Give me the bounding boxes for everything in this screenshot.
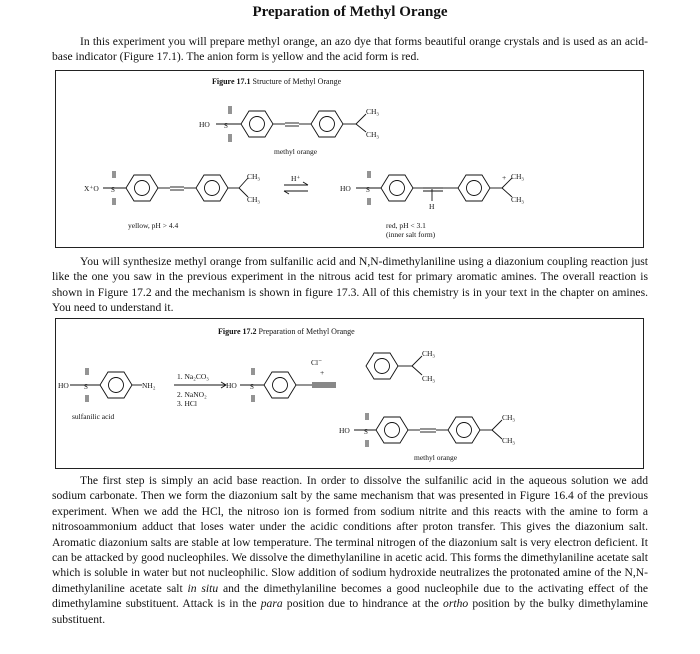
arrow-label: H⁺ [291,174,301,183]
svg-text:S: S [224,122,228,130]
intro-paragraph [52,34,648,65]
right-benzene-2 [458,175,490,201]
reagent-3: 3. HCl [177,399,198,408]
top-ho-label: HO [199,120,210,129]
figure-1-caption: Figure 17.1 Structure of Methyl Orange [212,77,342,86]
right-ch3-label-1: CH₃ [511,172,525,181]
left-benzene-2 [196,175,228,201]
dimethylaniline-benzene [366,353,398,379]
body-paragraph: The first step is simply an acid base reaction. In order to dissolve the sulfanilic acid in the aqueous solution we add sodium carbonate. Then we form the diazonium salt by the same mechanism that was presented in Figure 16.4 of the previous experiment. When we add the HCl, the nitroso ion is formed from sodium nitrite and this reacts with the amine to form a nitrosoammonium adduct that loses water under the acidic conditions after proton transfer. This gives the diazonium salt. Aromatic diazonium salts are stable at low temperature. The terminal nitrogen of the diazonium salt is very electron deficient. It can be attacked by good nucleophiles. We dissolve the dimethylaniline in acetic acid. This forms the dimethylaniline acetate salt which is soluble in water but not nucleophilic. Slow addition of sodium hydroxide neutralizes the protonated amine of the N,N-dimethylaniline acetate salt in situ and the dimethylaniline becomes a good nucleophile due to the activating effect of the dimethylamine substituent. Attack is in the para position due to hindrance at the ortho position by the bulky dimethylamine substituent. [52,474,649,626]
top-benzene-1 [241,111,273,137]
diazonium-benzene [264,372,296,398]
sulfanilic-acid-label: sulfanilic acid [72,412,115,421]
figure-2-methyl-orange-label: methyl orange [414,453,458,462]
reagent-1: 1. Na₂CO₃ [177,372,209,381]
intro-text: In this experiment you will prepare methyl orange, an azo dye that forms beautiful orange crystals and is used as an acid-base indicator (Figure 17.1). The anion form is yellow and the acid form is red. [52,35,648,64]
middle-text: You will synthesize methyl orange from sulfanilic acid and N,N-dimethylaniline using a diazonium coupling reaction just like the one you saw in the previous experiment in the nitrous acid test for primary aromatic amines. The overall reaction is shown in Figure 17.2 and the mechanism is shown in figure 17.3. All of this chemistry is in your text in the chapter on amines. You need to understand it. [52,255,648,315]
product-ch3-label-2: CH₃ [502,436,516,445]
in-situ-term: in situ [187,581,219,595]
svg-text:S: S [84,383,88,391]
left-xo-label: X⁺O [84,184,99,193]
figure-1-structures [56,71,645,249]
ortho-term: ortho [443,597,469,611]
page-title: Preparation of Methyl Orange [252,4,448,20]
sulfanilic-ho-label: HO [58,381,69,390]
left-ch3-label-1: CH₃ [247,172,261,181]
right-nplus-label: + [502,173,507,182]
svg-text:S: S [111,186,115,194]
right-ho-label: HO [340,184,351,193]
product-benzene-2 [448,417,480,443]
reagent-2: 2. NaNO₂ [177,390,207,399]
right-benzene-1 [381,175,413,201]
top-sulfonate-group [216,106,241,142]
figure-1-methyl-orange-label: methyl orange [274,147,318,156]
right-ch3-label-2: CH₃ [511,195,525,204]
para-term: para [260,597,283,611]
sulfanilic-benzene [100,372,132,398]
svg-text:S: S [366,186,370,194]
top-ch3-label-2: CH₃ [366,130,380,139]
chloride-label: Cl⁻ [311,358,323,367]
red-label: red, pH < 3.1 [386,221,426,230]
left-benzene-1 [126,175,158,201]
top-ch3-label-1: CH₃ [366,107,380,116]
figure-17-1 [55,70,644,248]
diazonium-ho-label: HO [226,381,237,390]
figure-17-2 [55,318,644,469]
right-h-label: H [429,202,435,211]
product-ho-label: HO [339,426,350,435]
svg-text:+: + [320,368,325,377]
figure-2-caption: Figure 17.2 Preparation of Methyl Orange [218,327,355,336]
figure-2-scheme [56,319,645,470]
middle-paragraph [52,254,648,316]
equilibrium-arrow [284,182,308,194]
top-benzene-2 [311,111,343,137]
dma-ch3-label-2: CH₃ [422,374,436,383]
product-ch3-label-1: CH₃ [502,413,516,422]
yellow-label: yellow, pH > 4.4 [128,221,179,230]
dma-ch3-label-1: CH₃ [422,349,436,358]
nh2-label: NH₂ [142,381,156,390]
left-ch3-label-2: CH₃ [247,195,261,204]
inner-salt-label: (inner salt form) [386,230,436,239]
product-benzene-1 [376,417,408,443]
svg-text:S: S [250,383,254,391]
svg-text:S: S [364,428,368,436]
